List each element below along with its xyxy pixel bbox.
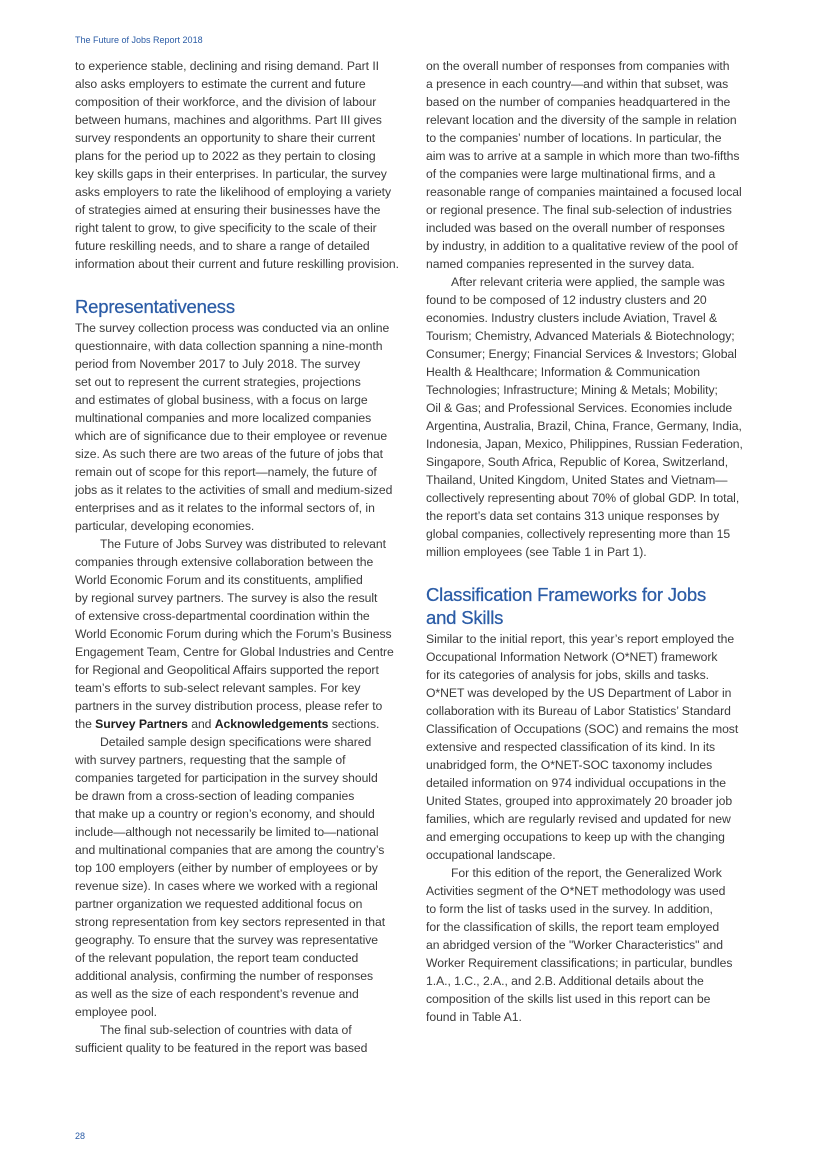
text-line: O*NET was developed by the US Department of Labor in bbox=[426, 686, 732, 700]
text-line: included was based on the overall number of responses bbox=[426, 221, 725, 235]
text-line: between humans, machines and algorithms. Part III gives bbox=[75, 113, 382, 127]
text-line: and multinational companies that are among the country’s bbox=[75, 843, 385, 857]
text-line: composition of the skills list used in this report can be bbox=[426, 992, 711, 1006]
text-line: a presence in each country—and within that subset, was bbox=[426, 77, 729, 91]
text-line: for the classification of skills, the report team employed bbox=[426, 920, 720, 934]
body-paragraph bbox=[75, 733, 405, 1021]
text-line: team’s efforts to sub-select relevant samples. For key bbox=[75, 681, 361, 695]
text-segment: and bbox=[187, 717, 215, 731]
text-line: 1.A., 1.C., 2.A., and 2.B. Additional details about the bbox=[426, 974, 704, 988]
text-line: collectively representing about 70% of global GDP. In total, bbox=[426, 491, 740, 505]
body-paragraph bbox=[426, 864, 756, 1026]
body-paragraph bbox=[75, 57, 405, 273]
text-line: right talent to grow, to give specificity to the scale of their bbox=[75, 221, 377, 235]
text-line: For this edition of the report, the Generalized Work bbox=[451, 866, 722, 880]
text-line: named companies represented in the survey data. bbox=[426, 257, 695, 271]
text-line: companies through extensive collaboration between the bbox=[75, 555, 374, 569]
text-line: collaboration with its Bureau of Labor Statistics’ Standard bbox=[426, 704, 731, 718]
text-line: for Regional and Geopolitical Affairs supported the report bbox=[75, 663, 379, 677]
text-line: future reskilling needs, and to share a range of detailed bbox=[75, 239, 370, 253]
text-line: After relevant criteria were applied, the sample was bbox=[451, 275, 725, 289]
body-paragraph bbox=[75, 319, 405, 535]
text-line: United States, grouped into approximately 20 broader job bbox=[426, 794, 733, 808]
text-line: economies. Industry clusters include Aviation, Travel & bbox=[426, 311, 718, 325]
text-line: World Economic Forum during which the Forum’s Business bbox=[75, 627, 392, 641]
text-line: plans for the period up to 2022 as they pertain to closing bbox=[75, 149, 376, 163]
text-line: geography. To ensure that the survey was representative bbox=[75, 933, 379, 947]
text-line: detailed information on 974 individual occupations in the bbox=[426, 776, 727, 790]
text-line: information about their current and future reskilling provision. bbox=[75, 257, 400, 271]
text-line: Technologies; Infrastructure; Mining & Metals; Mobility; bbox=[426, 383, 718, 397]
text-line: to experience stable, declining and rising demand. Part II bbox=[75, 59, 380, 73]
text-line: as well as the size of each respondent’s revenue and bbox=[75, 987, 359, 1001]
text-line: partners in the survey distribution process, please refer to bbox=[75, 699, 383, 713]
bold-reference: Acknowledgements bbox=[214, 717, 329, 731]
text-line: Similar to the initial report, this year’s report employed the bbox=[426, 632, 735, 646]
text-line: aim was to arrive at a sample in which more than two-fifths bbox=[426, 149, 740, 163]
text-line: Health & Healthcare; Information & Communication bbox=[426, 365, 700, 379]
text-line: unabridged form, the O*NET-SOC taxonomy includes bbox=[426, 758, 713, 772]
text-line: on the overall number of responses from companies with bbox=[426, 59, 730, 73]
running-header-title: The Future of Jobs Report 2018 bbox=[75, 35, 203, 45]
text-line: World Economic Forum and its constituents, amplified bbox=[75, 573, 363, 587]
body-paragraph bbox=[426, 273, 756, 561]
section-heading-line: Classification Frameworks for Jobs bbox=[426, 584, 707, 605]
text-line: strong representation from key sectors represented in that bbox=[75, 915, 386, 929]
text-segment: sections. bbox=[328, 717, 380, 731]
text-line: composition of their workforce, and the division of labour bbox=[75, 95, 377, 109]
section-heading-line: and Skills bbox=[426, 607, 504, 628]
text-line: Activities segment of the O*NET methodology was used bbox=[426, 884, 726, 898]
text-line: Consumer; Energy; Financial Services & Investors; Global bbox=[426, 347, 737, 361]
text-line: The final sub-selection of countries with data of bbox=[100, 1023, 352, 1037]
text-line: set out to represent the current strategies, projections bbox=[75, 375, 361, 389]
text-line: companies targeted for participation in the survey should bbox=[75, 771, 378, 785]
text-line: key skills gaps in their enterprises. In particular, the survey bbox=[75, 167, 387, 181]
text-line: of extensive cross-departmental coordination within the bbox=[75, 609, 370, 623]
text-line bbox=[75, 715, 405, 733]
text-line: Engagement Team, Centre for Global Industries and Centre bbox=[75, 645, 394, 659]
text-line: The Future of Jobs Survey was distributed to relevant bbox=[100, 537, 386, 551]
body-paragraph bbox=[426, 630, 756, 864]
text-line: partner organization we requested additional focus on bbox=[75, 897, 363, 911]
text-line: extensive and respected classification of its kind. In its bbox=[426, 740, 716, 754]
text-line: by industry, in addition to a qualitative review of the pool of bbox=[426, 239, 738, 253]
left-column bbox=[75, 57, 405, 1057]
text-line: sufficient quality to be featured in the report was based bbox=[75, 1041, 368, 1055]
text-line: and emerging occupations to keep up with the changing bbox=[426, 830, 725, 844]
text-line: Thailand, United Kingdom, United States and Vietnam— bbox=[426, 473, 728, 487]
text-line: Occupational Information Network (O*NET) framework bbox=[426, 650, 718, 664]
text-line: found to be composed of 12 industry clusters and 20 bbox=[426, 293, 707, 307]
text-line: particular, developing economies. bbox=[75, 519, 255, 533]
text-line: Worker Requirement classifications; in particular, bundles bbox=[426, 956, 733, 970]
text-line: size. As such there are two areas of the future of jobs that bbox=[75, 447, 383, 461]
text-segment: the bbox=[75, 717, 96, 731]
text-line: reasonable range of companies maintained a focused local bbox=[426, 185, 742, 199]
text-line: remain out of scope for this report—namely, the future of bbox=[75, 465, 377, 479]
text-line: survey respondents an opportunity to share their current bbox=[75, 131, 376, 145]
section-heading bbox=[75, 295, 405, 318]
section-heading bbox=[426, 583, 756, 629]
text-line: top 100 employers (either by number of employees or by bbox=[75, 861, 378, 875]
text-line: with survey partners, requesting that the sample of bbox=[75, 753, 346, 767]
text-line: million employees (see Table 1 in Part 1). bbox=[426, 545, 647, 559]
text-line: Oil & Gas; and Professional Services. Economies include bbox=[426, 401, 733, 415]
text-line: Argentina, Australia, Brazil, China, France, Germany, India, bbox=[426, 419, 742, 433]
page-number: 28 bbox=[75, 1131, 86, 1141]
text-line: asks employers to rate the likelihood of employing a variety bbox=[75, 185, 392, 199]
text-line: global companies, collectively representing more than 15 bbox=[426, 527, 731, 541]
text-line: or regional presence. The final sub-selection of industries bbox=[426, 203, 732, 217]
text-line: found in Table A1. bbox=[426, 1010, 522, 1024]
section-heading-line: Representativeness bbox=[75, 296, 235, 317]
text-line: based on the number of companies headquartered in the bbox=[426, 95, 731, 109]
text-line: an abridged version of the "Worker Characteristics" and bbox=[426, 938, 723, 952]
text-line: Singapore, South Africa, Republic of Korea, Switzerland, bbox=[426, 455, 729, 469]
body-paragraph bbox=[426, 57, 756, 273]
text-line: additional analysis, confirming the number of responses bbox=[75, 969, 374, 983]
text-line: of strategies aimed at ensuring their businesses have the bbox=[75, 203, 381, 217]
text-line: that make up a country or region’s economy, and should bbox=[75, 807, 375, 821]
text-line: multinational companies and more localized companies bbox=[75, 411, 372, 425]
text-line: for its categories of analysis for jobs, skills and tasks. bbox=[426, 668, 709, 682]
text-line: revenue size). In cases where we worked with a regional bbox=[75, 879, 378, 893]
text-line: employee pool. bbox=[75, 1005, 157, 1019]
text-line: which are of significance due to their employee or revenue bbox=[75, 429, 388, 443]
text-line: Tourism; Chemistry, Advanced Materials & Biotechnology; bbox=[426, 329, 735, 343]
text-line: include—although not necessarily be limited to—national bbox=[75, 825, 379, 839]
right-column bbox=[426, 57, 756, 1026]
body-paragraph bbox=[75, 535, 405, 733]
text-line: be drawn from a cross-section of leading companies bbox=[75, 789, 355, 803]
text-line: jobs as it relates to the activities of small and medium-sized bbox=[75, 483, 393, 497]
text-line: questionnaire, with data collection spanning a nine-month bbox=[75, 339, 383, 353]
text-line: of the relevant population, the report team conducted bbox=[75, 951, 359, 965]
text-line: enterprises and as it relates to the informal sectors of, in bbox=[75, 501, 375, 515]
text-line: relevant location and the diversity of the sample in relation bbox=[426, 113, 737, 127]
text-line: and estimates of global business, with a focus on large bbox=[75, 393, 368, 407]
text-line: period from November 2017 to July 2018. The survey bbox=[75, 357, 361, 371]
text-line: also asks employers to estimate the current and future bbox=[75, 77, 366, 91]
text-line: Classification of Occupations (SOC) and remains the most bbox=[426, 722, 739, 736]
body-paragraph bbox=[75, 1021, 405, 1057]
text-line: families, which are regularly revised and updated for new bbox=[426, 812, 731, 826]
text-line: of the companies were large multinational firms, and a bbox=[426, 167, 716, 181]
text-line: to form the list of tasks used in the survey. In addition, bbox=[426, 902, 713, 916]
text-line: to the companies’ number of locations. In particular, the bbox=[426, 131, 722, 145]
text-line: occupational landscape. bbox=[426, 848, 556, 862]
bold-reference: Survey Partners bbox=[95, 717, 188, 731]
text-line: Indonesia, Japan, Mexico, Philippines, Russian Federation, bbox=[426, 437, 743, 451]
text-line: The survey collection process was conducted via an online bbox=[75, 321, 390, 335]
text-line: Detailed sample design specifications were shared bbox=[100, 735, 372, 749]
text-line: the report’s data set contains 313 unique responses by bbox=[426, 509, 720, 523]
text-line: by regional survey partners. The survey is also the result bbox=[75, 591, 378, 605]
